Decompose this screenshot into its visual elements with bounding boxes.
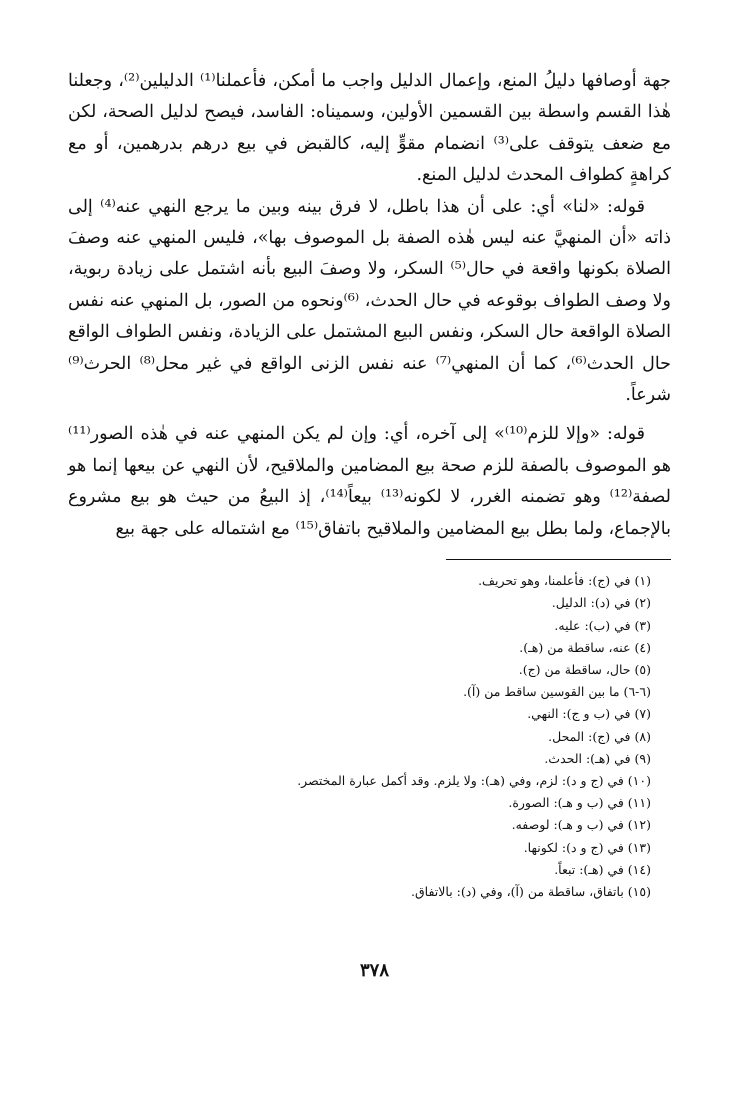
footnote-5: (٥) حال، ساقطة من (ج). [518, 661, 651, 677]
footnote-separator [446, 559, 671, 560]
footnote-2: (٢) في (د): الدليل. [551, 595, 651, 611]
page-number: ٣٧٨ [359, 960, 389, 981]
footnote-8: (٨) في (ج): المحل. [548, 728, 651, 744]
footnote-12: (١٢) في (ب و هـ): لوصفه. [511, 817, 651, 833]
footnote-6: (٦-٦) ما بين القوسين ساقط من (آ). [463, 684, 651, 700]
footnotes-list [68, 570, 671, 903]
paragraph-3: قوله: «وإلا للزم⁽¹⁰⁾» إلى آخره، أي: وإن لم يكن المنهي عنه في هٰذه الصور⁽¹¹⁾ هو الموصوف بالصفة للزم صحة بيع المضامين والملاقيح، لأن النهي عن بيعها إنما هو لصفة⁽¹²⁾ وهو تضمنه الغرر، لا لكونه⁽¹³⁾ بيعاً⁽¹⁴⁾، إذ البيعُ من حيث هو بيع مشروع بالإجماع، ولما بطل بيع المضامين والملاقيح باتفاق⁽¹⁵⁾ مع اشتماله على جهة بيع [68, 424, 671, 539]
footnote-9: (٩) في (هـ): الحدث. [544, 750, 651, 766]
footnote-10: (١٠) في (ج و د): لزم، وفي (هـ): ولا يلزم. وقد أكمل عبارة المختصر. [297, 772, 651, 788]
footnote-3: (٣) في (ب): عليه. [554, 617, 651, 633]
footnote-13: (١٣) في (ج و د): لكونها. [523, 839, 651, 855]
footnote-15: (١٥) باتفاق، ساقطة من (آ)، وفي (د): بالاتفاق. [411, 883, 651, 899]
footnote-4: (٤) عنه، ساقطة من (هـ). [519, 639, 651, 655]
footnote-7: (٧) في (ب و ج): النهي. [527, 706, 651, 722]
paragraph-1: جهة أوصافها دليلُ المنع، وإعمال الدليل واجب ما أمكن، فأعملنا⁽¹⁾ الدليلين⁽²⁾، وجعلنا هٰذا القسم واسطة بين القسمين الأولين، وسميناه: الفاسد، فيصح لدليل الصحة، لكن مع ضعف يتوقف على⁽³⁾ انضمام مقوٍّ إليه، كالقبض في بيع درهم بدرهمين، أو مع كراهةٍ كطواف المحدث لدليل المنع. [68, 71, 671, 186]
footnote-11: (١١) في (ب و هـ): الصورة. [508, 795, 651, 811]
footnote-1: (١) في (ج): فأعلمنا، وهو تحريف. [478, 573, 651, 589]
main-text [68, 66, 671, 545]
paragraph-2: قوله: «لنا» أي: على أن هذا باطل، لا فرق بينه وبين ما يرجع النهي عنه⁽⁴⁾ إلى ذاته «أن المنهيَّ عنه ليس هٰذه الصفة بل الموصوف بها»، فليس المنهي عنه وصفَ الصلاة بكونها واقعة في حال⁽⁵⁾ السكر، ولا وصفَ البيع بأنه اشتمل على زيادة ربوية، ولا وصف الطواف بوقوعه في حال الحدث، ⁽⁶⁾ونحوه من الصور، بل المنهي عنه نفس الصلاة الواقعة حال السكر، ونفس البيع المشتمل على الزيادة، ونفس الطواف الواقع حال الحدث⁽⁶⁾، كما أن المنهي⁽⁷⁾ عنه نفس الزنى الواقع في غير محل⁽⁸⁾ الحرث⁽⁹⁾ شرعاً. [68, 196, 671, 406]
footnote-14: (١٤) في (هـ): تبعاً. [554, 861, 651, 877]
